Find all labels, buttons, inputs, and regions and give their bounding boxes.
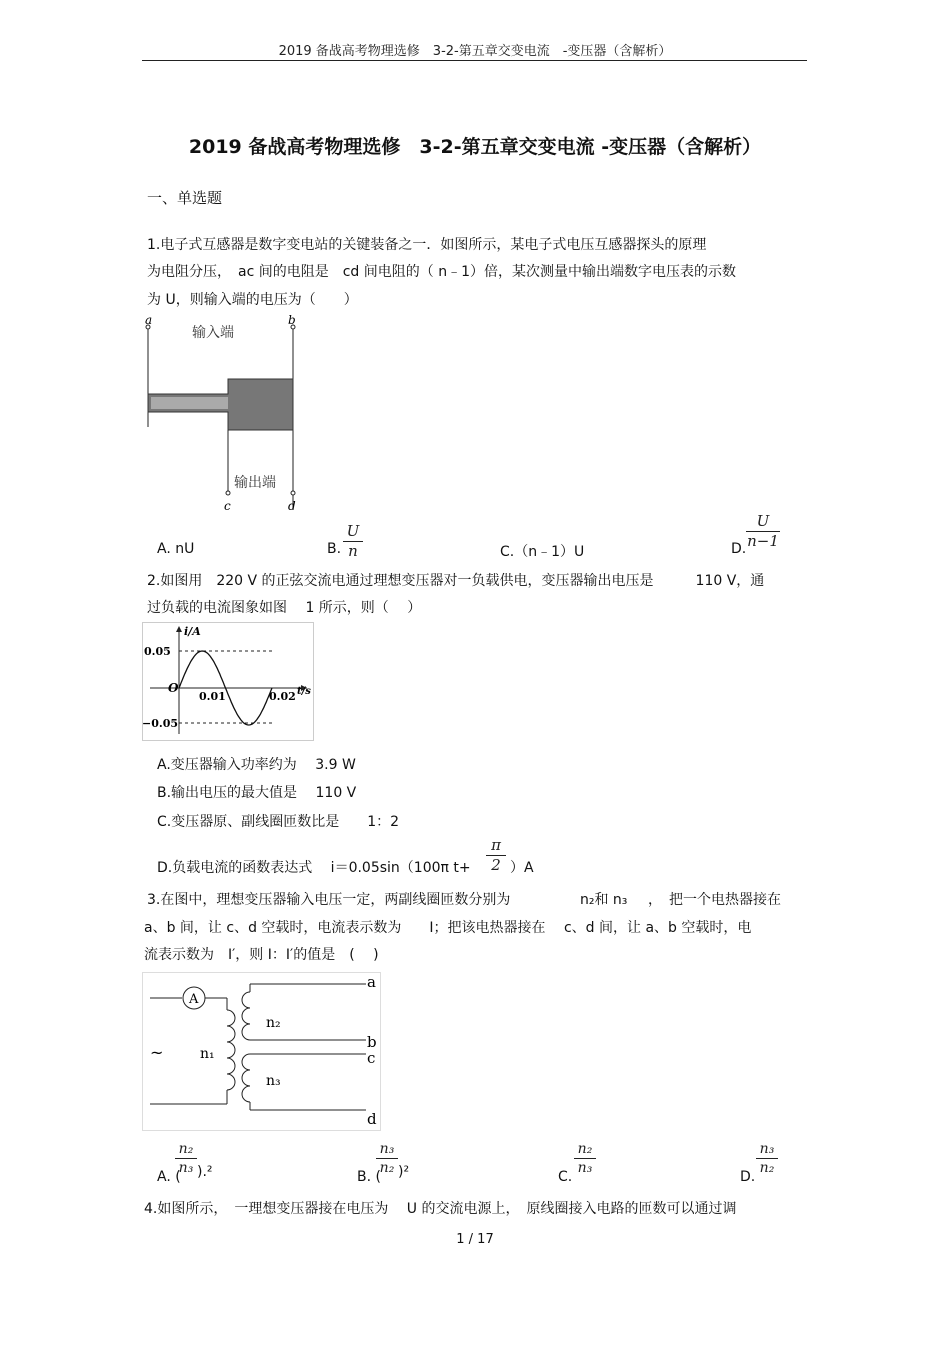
q1-terminal-d bbox=[291, 491, 295, 495]
q2-option-d-prefix: D.负载电流的函数表达式 i＝0.05sin（100π t+ bbox=[157, 860, 471, 876]
q1-input-label: 输入端 bbox=[192, 325, 234, 341]
q1-line3: 为 U，则输入端的电压为（ ） bbox=[147, 292, 358, 308]
q1-option-d-fraction bbox=[746, 514, 780, 549]
running-header: 2019 备战高考物理选修 3-2-第五章交变电流 -变压器（含解析） bbox=[278, 44, 672, 59]
q3-option-a-num: n₂ bbox=[178, 1141, 194, 1157]
q3-option-b-fraction bbox=[376, 1142, 398, 1175]
q2-line2: 过负载的电流图象如图 1 所示，则（ ） bbox=[147, 600, 422, 616]
q1-output-label: 输出端 bbox=[234, 475, 276, 491]
q2-option-d-suffix: ）A bbox=[510, 860, 534, 876]
q1-terminal-c bbox=[226, 491, 230, 495]
q3-option-d-num: n₃ bbox=[759, 1141, 775, 1157]
q3-label-d: d bbox=[367, 1110, 377, 1128]
q2-option-b: B.输出电压的最大值是 110 V bbox=[157, 785, 357, 801]
q3-transformer-figure bbox=[142, 972, 382, 1132]
q2-tick-min: −0.05 bbox=[142, 717, 179, 730]
q2-tick-x1: 0.01 bbox=[199, 690, 226, 703]
q1-option-b-den: n bbox=[348, 542, 358, 560]
q3-line1-turns: n₂和 n₃ bbox=[580, 892, 628, 908]
q3-line1-start: 3.在图中，理想变压器输入电压一定，两副线圈匝数分别为 bbox=[147, 892, 511, 908]
q2-origin: O bbox=[168, 681, 179, 695]
q4-line1: 4.如图所示， 一理想变压器接在电压为 U 的交流电源上， 原线圈接入电路的匝数可以通过调 bbox=[144, 1201, 737, 1217]
q3-n2-label: n₂ bbox=[266, 1015, 281, 1031]
q3-option-a-prefix: A. ( bbox=[157, 1169, 181, 1185]
q1-option-d-prefix: D. bbox=[731, 541, 747, 557]
q1-option-b-fraction bbox=[343, 524, 363, 559]
fraction-bar bbox=[756, 1158, 778, 1159]
q3-label-c: c bbox=[367, 1049, 376, 1067]
q3-option-a-fraction bbox=[175, 1142, 197, 1175]
fraction-bar bbox=[175, 1158, 197, 1159]
section-heading: 一、单选题 bbox=[147, 189, 223, 207]
q3-option-d-prefix: D. bbox=[740, 1169, 756, 1185]
q3-line2: a、b 间，让 c、d 空载时，电流表示数为 I；把该电热器接在 c、d 间，让 a、b 空载时，电 bbox=[144, 920, 752, 936]
q1-option-a: A. nU bbox=[157, 541, 195, 557]
q2-option-d-fraction bbox=[486, 838, 506, 873]
q3-n3-label: n₃ bbox=[266, 1073, 281, 1089]
page-number: 1 / 17 bbox=[456, 1232, 494, 1247]
q3-option-b-suffix: )² bbox=[398, 1164, 410, 1180]
header-rule bbox=[142, 60, 807, 61]
document-title: 2019 备战高考物理选修 3-2-第五章交变电流 -变压器（含解析） bbox=[188, 136, 762, 158]
q3-label-b: b bbox=[367, 1033, 377, 1051]
q1-line1: 1.电子式互感器是数字变电站的关键装备之一．如图所示，某电子式电压互感器探头的原理 bbox=[147, 237, 707, 253]
q1-line2: 为电阻分压， ac 间的电阻是 cd 间电阻的（ n﹣1）倍，某次测量中输出端数字电压表的示数 bbox=[147, 264, 736, 280]
q3-option-b-prefix: B. ( bbox=[357, 1169, 381, 1185]
q1-option-b-prefix: B. bbox=[327, 541, 342, 557]
q1-option-b-num: U bbox=[346, 522, 360, 540]
q3-line1-end: ， 把一个电热器接在 bbox=[648, 892, 781, 908]
q2-current-graph bbox=[142, 622, 315, 742]
q3-option-c-num: n₂ bbox=[577, 1141, 593, 1157]
q3-option-b-num: n₃ bbox=[379, 1141, 395, 1157]
q2-x-label: t/s bbox=[297, 686, 311, 697]
q3-line3: 流表示数为 I′，则 I：I′的值是 ( ) bbox=[144, 947, 379, 963]
q3-option-a-den: n₃ bbox=[178, 1160, 194, 1176]
q2-option-a: A.变压器输入功率约为 3.9 W bbox=[157, 757, 356, 773]
q2-option-d-num: π bbox=[491, 836, 501, 854]
q2-option-c: C.变压器原、副线圈匝数比是 1：2 bbox=[157, 814, 400, 830]
q3-option-c-fraction bbox=[574, 1142, 596, 1175]
q1-label-b: b bbox=[288, 313, 296, 327]
q2-option-d-den: 2 bbox=[491, 856, 501, 874]
fraction-bar bbox=[574, 1158, 596, 1159]
q1-option-d-den: n−1 bbox=[747, 532, 779, 550]
q3-option-c-den: n₃ bbox=[577, 1160, 593, 1176]
q3-option-d-fraction bbox=[756, 1142, 778, 1175]
q3-option-b-den: n₂ bbox=[379, 1160, 395, 1176]
q1-option-c: C.（n﹣1）U bbox=[500, 544, 585, 560]
q1-resistor-left bbox=[151, 397, 228, 409]
q1-figure bbox=[142, 312, 302, 514]
q3-ac-source: ~ bbox=[150, 1043, 164, 1062]
q3-option-c-prefix: C. bbox=[558, 1169, 573, 1185]
q3-option-a-suffix: ).² bbox=[197, 1164, 213, 1180]
q1-label-a: a bbox=[145, 313, 153, 327]
q2-line1: 2.如图用 220 V 的正弦交流电通过理想变压器对一负载供电，变压器输出电压是 110 V，通 bbox=[147, 573, 765, 589]
q2-tick-x2: 0.02 bbox=[269, 690, 296, 703]
q2-tick-max: 0.05 bbox=[144, 645, 171, 658]
q1-label-c: c bbox=[224, 499, 231, 513]
q1-option-d-num: U bbox=[756, 512, 770, 530]
q3-figure-frame bbox=[143, 973, 381, 1131]
q2-y-label: i/A bbox=[184, 625, 201, 638]
q3-option-d-den: n₂ bbox=[759, 1160, 775, 1176]
fraction-bar bbox=[376, 1158, 398, 1159]
q3-n1-label: n₁ bbox=[200, 1046, 215, 1062]
q3-ammeter-label: A bbox=[189, 992, 199, 1007]
q3-label-a: a bbox=[367, 973, 376, 991]
q1-label-d: d bbox=[288, 499, 296, 513]
